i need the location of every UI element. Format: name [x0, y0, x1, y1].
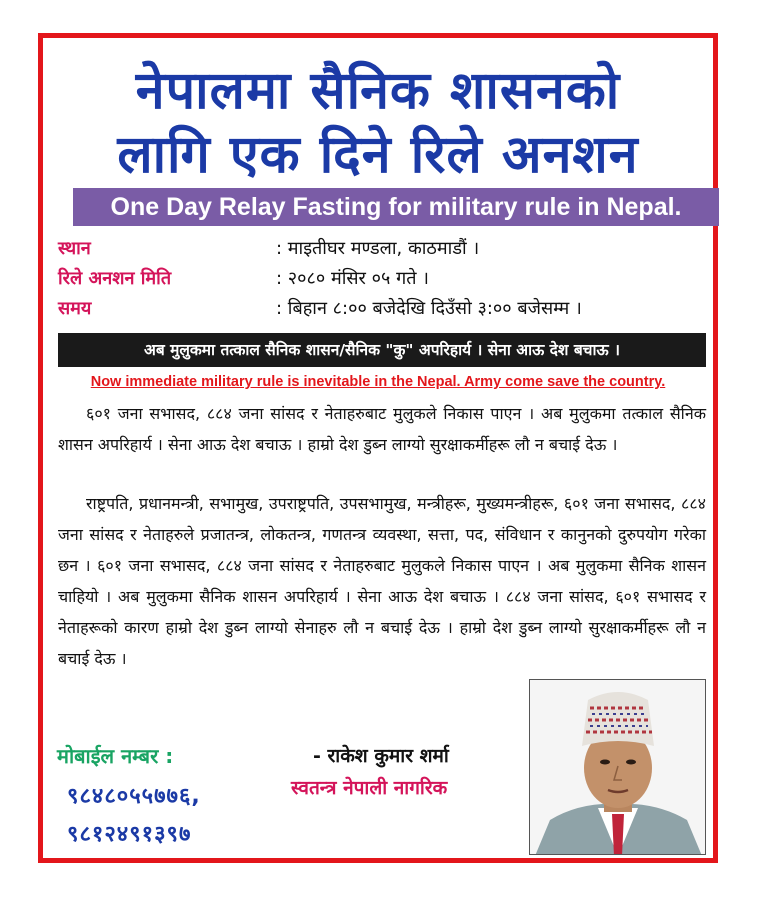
- mobile-number-2: ९८१२४९१३९७: [67, 822, 192, 847]
- detail-label: रिले अनशन मिति: [58, 268, 172, 289]
- slogan-nepali-banner: अब मुलुकमा तत्काल सैनिक शासन/सैनिक "कु" अपरिहार्य । सेना आऊ देश बचाऊ ।: [58, 333, 706, 367]
- portrait-illustration: [530, 680, 706, 855]
- portrait-photo: [529, 679, 706, 855]
- poster: [38, 33, 718, 863]
- paragraph-1: ६०१ जना सभासद, ८८४ जना सांसद र नेताहरुबाट मुलुकले निकास पाएन । अब मुलुकमा तत्काल सैनिक शासन अपरिहार्य । सेना आऊ देश बचाऊ । हाम्रो देश डुब्न लाग्यो सुरक्षाकर्मीहरू लौ न बचाई देऊ ।: [58, 404, 706, 454]
- paragraph-2: राष्ट्रपति, प्रधानमन्त्री, सभामुख, उपराष्ट्रपति, उपसभामुख, मन्त्रीहरू, मुख्यमन्त्रीहरू, ६०१ जना सभासद, ८८४ जना सांसद र नेताहरुले प्रजातन्त्र, लोकतन्त्र, गणतन्त्र व्यवस्था, सत्ता, पद, संविधान र कानुनको दुरुपयोग गरेका छन । ६०१ जना सभासद, ८८४ जना सांसद र नेताहरुबाट मुलुकले निकास पाएन । अब मुलुकमा सैनिक शासन चाहियो । अब मुलुकमा सैनिक शासन अपरिहार्य । सेना आऊ देश बचाऊ । ८८४ जना सांसद, ६०१ सभासद र नेताहरूको कारण हाम्रो देश डुब्न लाग्यो सेनाहरु लौ न बचाई देऊ । हाम्रो देश डुब्न लाग्यो सुरक्षाकर्मीहरू लौ न बचाई देऊ ।: [58, 494, 706, 668]
- headline-line-2: लागि एक दिने रिले अनशन: [117, 125, 639, 185]
- detail-value: : २०८० मंसिर ०५ गते ।: [276, 268, 430, 289]
- detail-value: : माइतीघर मण्डला, काठमाडौं ।: [276, 238, 480, 259]
- english-title-banner: One Day Relay Fasting for military rule in Nepal.: [73, 188, 719, 226]
- headline-line-1: नेपालमा सैनिक शासनको: [135, 61, 621, 121]
- detail-label: समय: [58, 298, 92, 319]
- slogan-english: Now immediate military rule is inevitable in the Nepal. Army come save the country.: [90, 374, 666, 390]
- detail-value: : बिहान ८:०० बजेदेखि दिउँसो ३:०० बजेसम्म ।: [276, 298, 582, 319]
- signature-name: - राकेश कुमार शर्मा: [313, 745, 449, 767]
- mobile-label: मोबाईल नम्बर :: [57, 744, 174, 768]
- mobile-number-1: ९८४८०५५७७६,: [67, 784, 201, 809]
- signature-role: स्वतन्त्र नेपाली नागरिक: [291, 777, 448, 799]
- detail-label: स्थान: [58, 238, 91, 259]
